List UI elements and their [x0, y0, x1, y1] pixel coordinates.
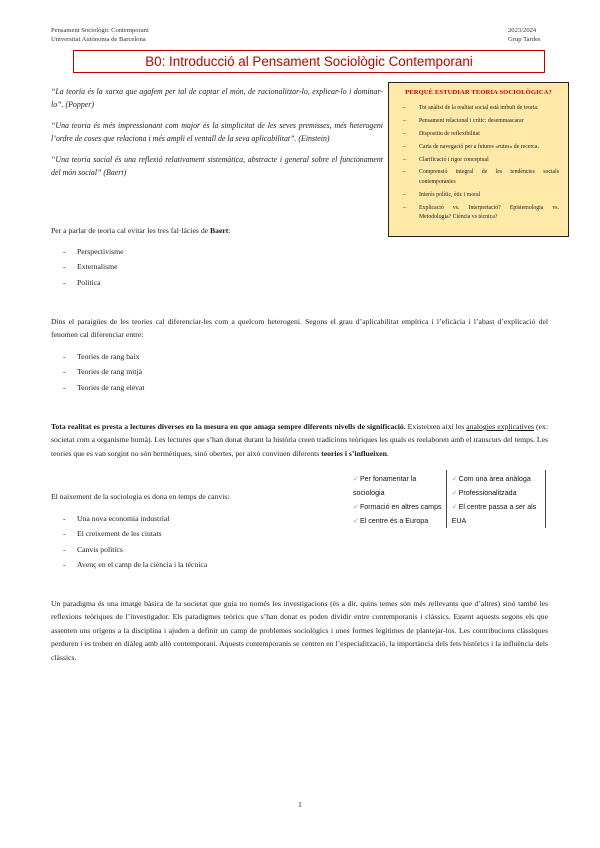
check-icon: ✓: [353, 475, 359, 483]
list-item: – Explicació vs. Interpretació? Epistemologia vs. Metodologia? Ciència vs tècnica?: [398, 204, 559, 223]
check-item-label: Professionalitzada: [458, 489, 517, 497]
list-item: - Teories de rang elevat: [63, 380, 145, 395]
check-item-label: Per fonamentar la sociologia: [353, 475, 417, 497]
university-name: Universitat Autònoma de Barcelona: [51, 35, 146, 43]
list-item: - El creixement de les ciutats: [63, 526, 207, 541]
theory-ranges-list: [63, 349, 145, 395]
list-item: – Tot anàlisi de la realitat social està imbuït de teoria.: [398, 104, 559, 114]
reality-bold-text: Tota realitat es presta a lectures diverses en la mesura en que amaga sempre diferents nivells de significació.: [51, 422, 406, 431]
reality-paragraph: [51, 420, 548, 460]
course-name: Pensament Sociològic Contemporani: [51, 27, 149, 34]
list-item: – Pensament relacional i crític: desemmascarar: [398, 117, 559, 127]
check-item: [452, 472, 543, 486]
reality-bold-end: teories i s’influeixen: [321, 448, 387, 458]
reality-text: Existeixen així les: [405, 422, 467, 431]
check-icon: ✓: [353, 503, 359, 511]
why-study-list: [398, 104, 559, 223]
quotes-block: [51, 86, 383, 189]
usa-column: [446, 470, 545, 528]
fallacies-colon: :: [228, 226, 231, 235]
list-item: – Dispositiu de reflexibilitat: [398, 130, 559, 140]
check-icon: ✓: [451, 475, 458, 483]
list-item: – Carta de navegació per a futures «rutes» de recerca.: [398, 143, 559, 153]
why-study-box: [388, 82, 569, 237]
check-icon: ✓: [451, 489, 458, 497]
birth-list: [63, 511, 207, 573]
list-item: - Perspectivisme: [63, 244, 124, 259]
quote-popper: [51, 86, 383, 111]
check-item-label: Com una àrea anàloga: [458, 475, 531, 483]
quote-einstein: [51, 120, 383, 145]
list-item: – Clarificació i rigor conceptual: [398, 156, 559, 166]
academic-year: 2023/2024: [508, 27, 537, 34]
paradigm-paragraph: Un paradigma és una imatge bàsica de la societat que guia no només les investigacions (és a dir, quins temes són més rellevants que d’altres) sinó també les reflexions teòriques de l’investigador. Els paradigmes teòrics que s’han donat es poden dividir entre contemporanis i clàssics. Essent aquests segons els que assenten uns orígens a la disciplina i ajuden a definir un camp de problemes sociològics i unes formes legítimes de plantejar-los. Les contribucions clàssiques perduren i es troben en diàleg amb allò contemporani. Aquests contemporanis se centren en l’especialització, la importància dels fets històrics i la influència dels clàssics.: [51, 599, 548, 662]
check-item-label: Formació en altres camps: [359, 503, 442, 511]
header-right: [508, 27, 541, 44]
check-item: [452, 500, 543, 528]
theory-ranges-paragraph: Dins el paraigües de les teories cal diferenciar-les com a quelcom heterogeni. Segons el grau d’aplicabilitat empírica i l’eficàcia i l’abast d’explicació del fenomen cal diferenciar entre:: [51, 317, 548, 340]
check-item-label: El centre és a Europa: [359, 517, 429, 525]
reality-period: .: [386, 448, 389, 458]
title-box: [73, 50, 545, 73]
page-title: B0: Introducció al Pensament Sociològic Contemporani: [145, 54, 473, 69]
check-item: [353, 472, 444, 500]
list-item: - Una nova economia industrial: [63, 511, 207, 526]
reality-text-continued: (ex: societat com a organisme humà). Les lectures que s’han donat durant la història creen tradicions teòriques les quals es reelaboren amb el transcurs del temps. Les teories que es van sorgint no són hermètiques, sinó obertes, per això conviuen diferents: [51, 422, 548, 458]
check-icon: ✓: [353, 517, 359, 525]
list-item: – Interès polític, ètic i moral: [398, 191, 559, 201]
fallacies-intro: [51, 224, 548, 237]
quote-text: “La teoria és la xarxa que agafem per tal de captar el món, de racionalitzar-lo, explicar-lo i dominar-lo”.: [51, 87, 383, 109]
quote-author: (Popper): [65, 99, 94, 109]
europe-column: [348, 470, 446, 528]
check-item: [353, 514, 444, 528]
header-left: [51, 27, 149, 44]
check-icon: ✓: [451, 503, 458, 511]
quote-text: “Una teoria social és una reflexió relativament sistemàtica, abstracte i general sobre el funcionament del món social”: [51, 155, 383, 177]
birth-intro: El naixement de la sociologia es dona en temps de canvis:: [51, 492, 230, 501]
list-item: - Política: [63, 275, 124, 290]
list-item: - Externalisme: [63, 259, 124, 274]
check-item-label: El centre passa a ser als EUA: [451, 503, 537, 525]
fallacies-intro-text: Per a parlar de teoria cal evitar les tres fal·làcies de: [51, 226, 211, 235]
quote-author: (Einstein): [298, 133, 330, 143]
analogies-term: analogies explicatives: [466, 422, 535, 431]
list-item: - Canvis polítics: [63, 542, 207, 557]
group-name: Grup Tardes: [508, 35, 541, 43]
check-item: [452, 486, 543, 500]
page-number: 1: [298, 800, 302, 809]
quote-baert: [51, 154, 383, 179]
why-study-title: PERQUÈ ESTUDIAR TEORIA SOCIOLÒGICA?: [405, 89, 552, 96]
list-item: - Teories de rang mitjà: [63, 364, 145, 379]
fallacies-list: [63, 244, 124, 290]
fallacies-author: Baert: [210, 226, 229, 235]
list-item: - Teories de rang baix: [63, 349, 145, 364]
quote-text: “Una teoria és més impressionant com major és la simplicitat de les seves premisses, més heterogeni l’ordre de coses que relaciona i més ampli el ventall de la seva aplicabilitat”.: [51, 121, 383, 143]
list-item: – Comprensió integral de les tendències socials contemporànies: [398, 168, 559, 187]
list-item: - Avenç en el camp de la ciència i la tècnica: [63, 557, 207, 572]
quote-author: (Baert): [103, 167, 127, 177]
check-item: [353, 500, 444, 514]
sociology-comparison-table: [348, 470, 546, 528]
